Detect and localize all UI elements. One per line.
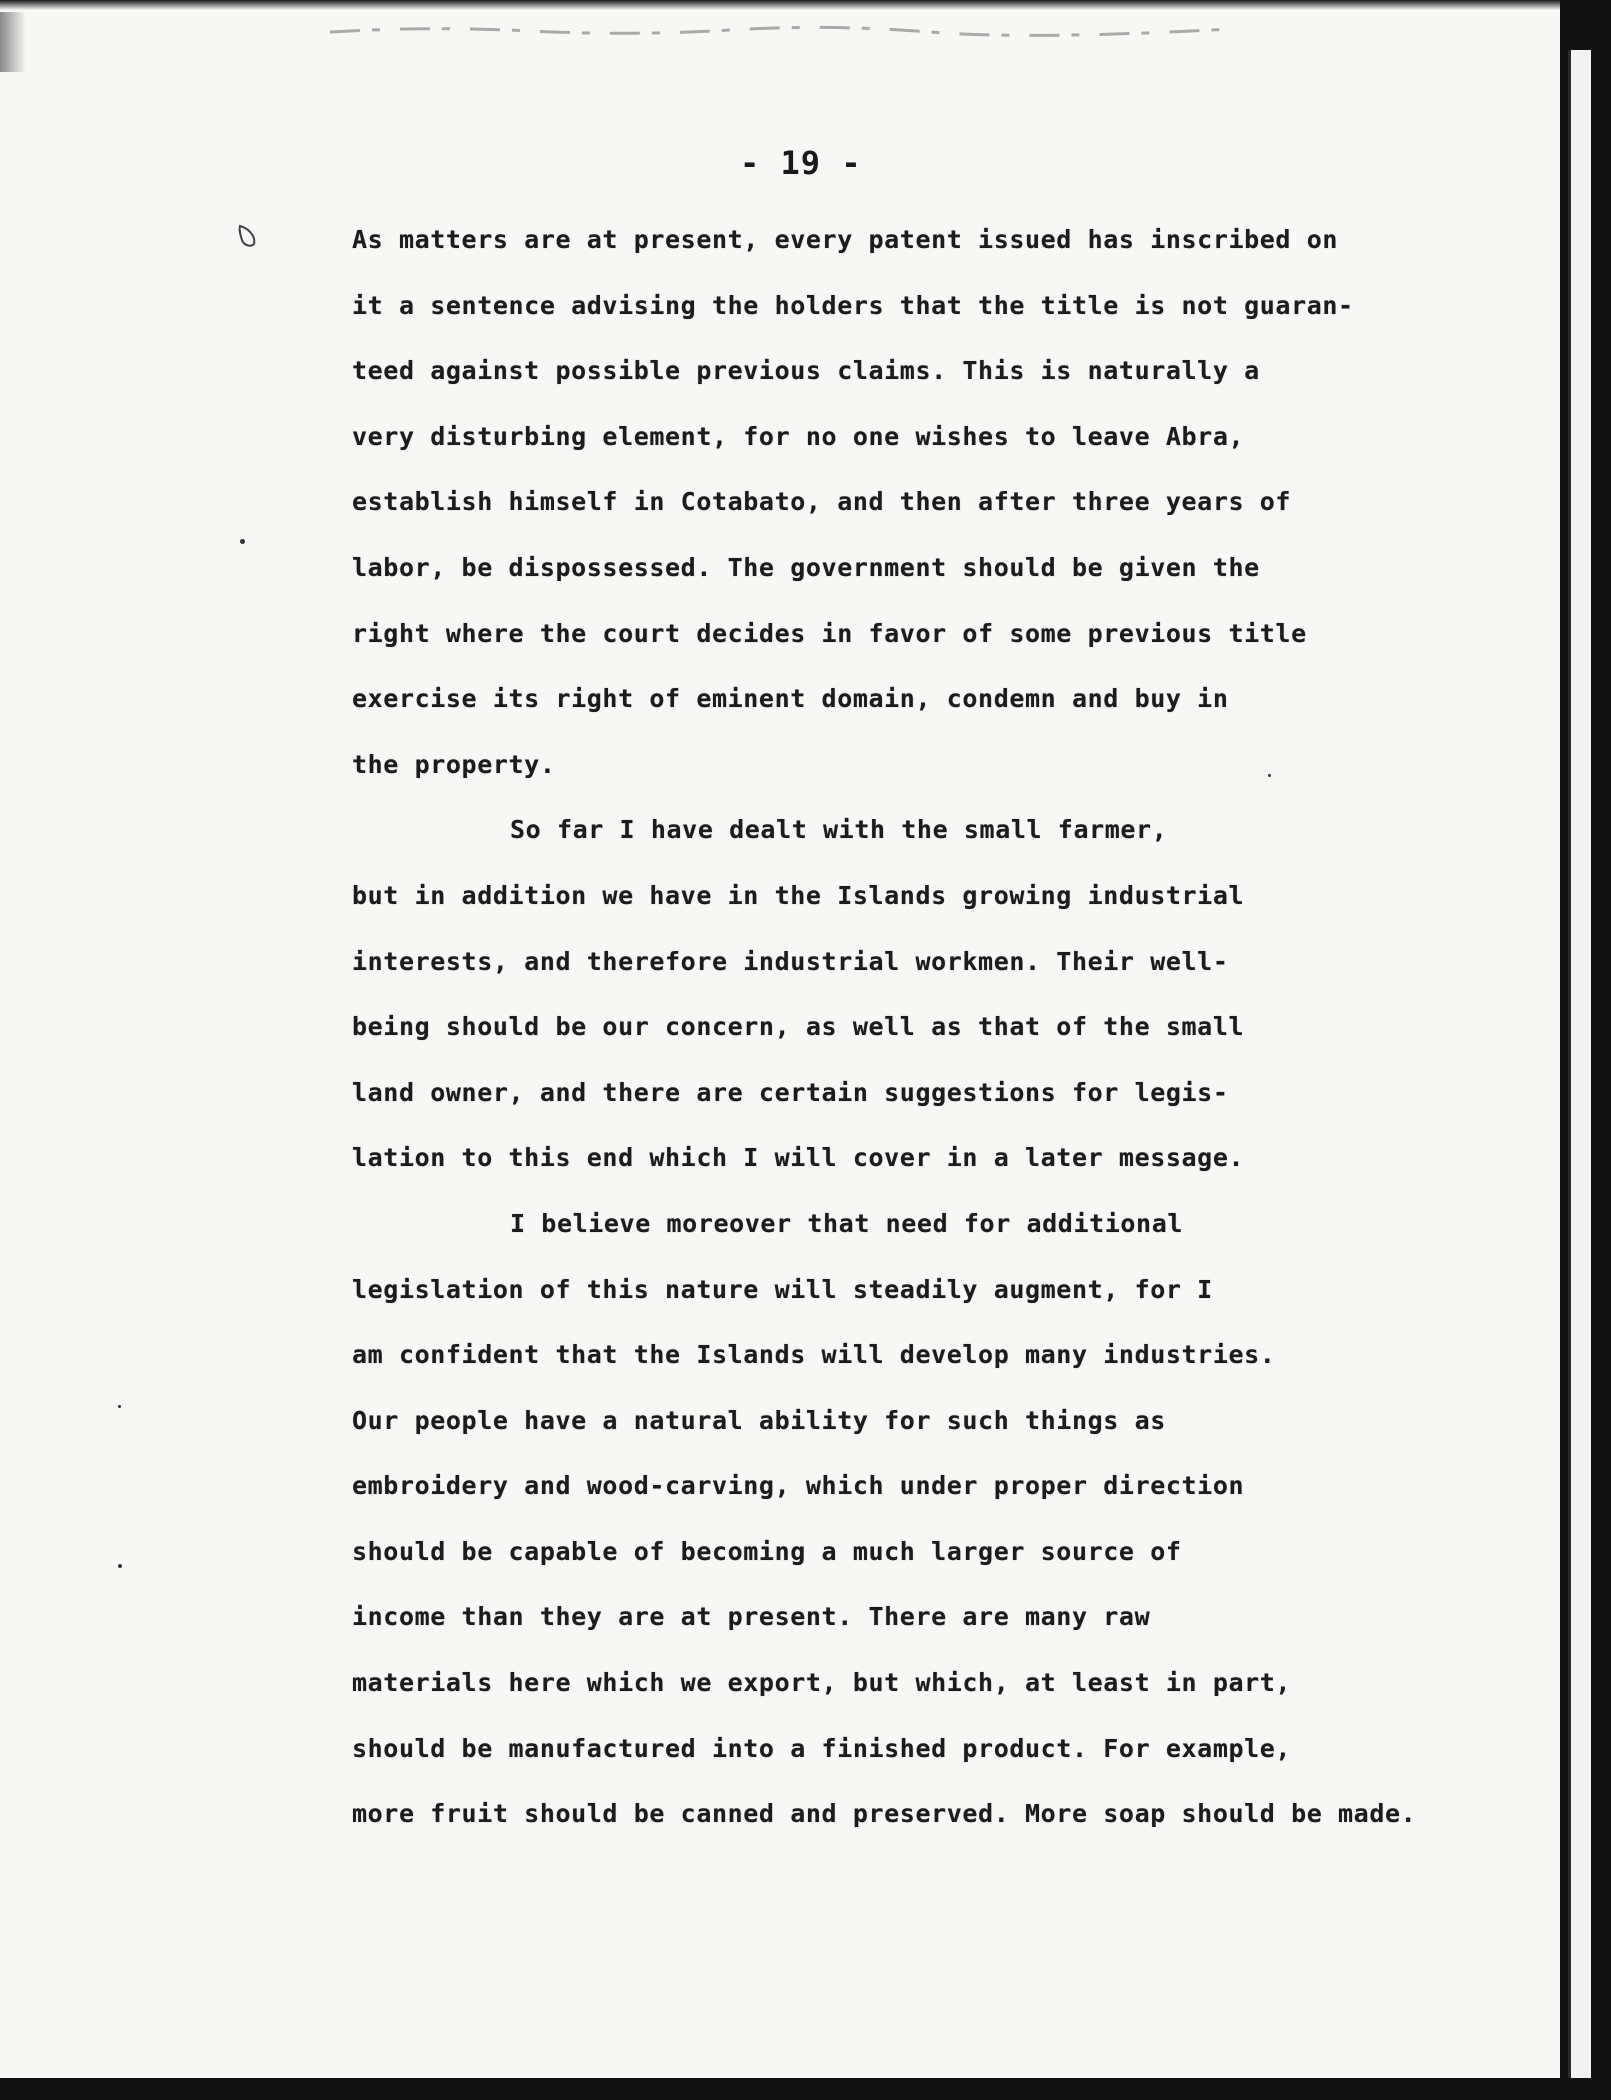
ink-speck bbox=[240, 539, 245, 544]
text-line: embroidery and wood-carving, which under proper direction bbox=[352, 1471, 1245, 1501]
scan-top-shadow bbox=[0, 0, 1560, 10]
text-line: labor, be dispossessed. The government should be given the bbox=[352, 552, 1260, 582]
text-line: Our people have a natural ability for such things as bbox=[352, 1405, 1166, 1435]
text-line: establish himself in Cotabato, and then after three years of bbox=[352, 487, 1292, 517]
text-line: teed against possible previous claims. This is naturally a bbox=[352, 356, 1260, 386]
text-line: right where the court decides in favor of some previous title bbox=[352, 618, 1307, 648]
pencil-mark-icon bbox=[234, 222, 262, 250]
text-line: the property. bbox=[352, 749, 556, 779]
scan-top-smudge bbox=[330, 22, 1230, 40]
text-line: lation to this end which I will cover in a later message. bbox=[352, 1143, 1245, 1173]
text-line: land owner, and there are certain suggestions for legis- bbox=[352, 1077, 1229, 1107]
body-text bbox=[352, 207, 1512, 1847]
text-line: being should be our concern, as well as that of the small bbox=[352, 1012, 1245, 1042]
text-line: it a sentence advising the holders that the title is not guaran- bbox=[352, 290, 1354, 320]
text-line: should be capable of becoming a much larger source of bbox=[352, 1536, 1182, 1566]
text-line: materials here which we export, but which, at least in part, bbox=[352, 1668, 1292, 1698]
next-page-edge bbox=[1568, 50, 1591, 2080]
page-number: - 19 - bbox=[740, 144, 862, 182]
text-line: very disturbing element, for no one wishes to leave Abra, bbox=[352, 421, 1245, 451]
text-line: interests, and therefore industrial workmen. Their well- bbox=[352, 946, 1229, 976]
text-line: more fruit should be canned and preserved. More soap should be made. bbox=[352, 1799, 1417, 1829]
text-line: As matters are at present, every patent issued has inscribed on bbox=[352, 225, 1339, 254]
text-line: exercise its right of eminent domain, condemn and buy in bbox=[352, 684, 1229, 714]
paragraph-start-line: So far I have dealt with the small farmer, bbox=[510, 815, 1168, 845]
paragraph-start-line: I believe moreover that need for additional bbox=[510, 1208, 1184, 1238]
scan-left-smudge bbox=[0, 12, 26, 72]
scan-bottom-edge bbox=[0, 2078, 1611, 2100]
text-line: legislation of this nature will steadily augment, for I bbox=[352, 1274, 1213, 1304]
text-line: but in addition we have in the Islands growing industrial bbox=[352, 880, 1245, 910]
ink-speck bbox=[118, 1564, 122, 1568]
scan-right-edge bbox=[1560, 0, 1611, 2100]
text-line: am confident that the Islands will develop many industries. bbox=[352, 1340, 1276, 1370]
text-line: should be manufactured into a finished product. For example, bbox=[352, 1733, 1292, 1763]
text-line: income than they are at present. There are many raw bbox=[352, 1602, 1151, 1632]
ink-speck bbox=[118, 1405, 121, 1408]
